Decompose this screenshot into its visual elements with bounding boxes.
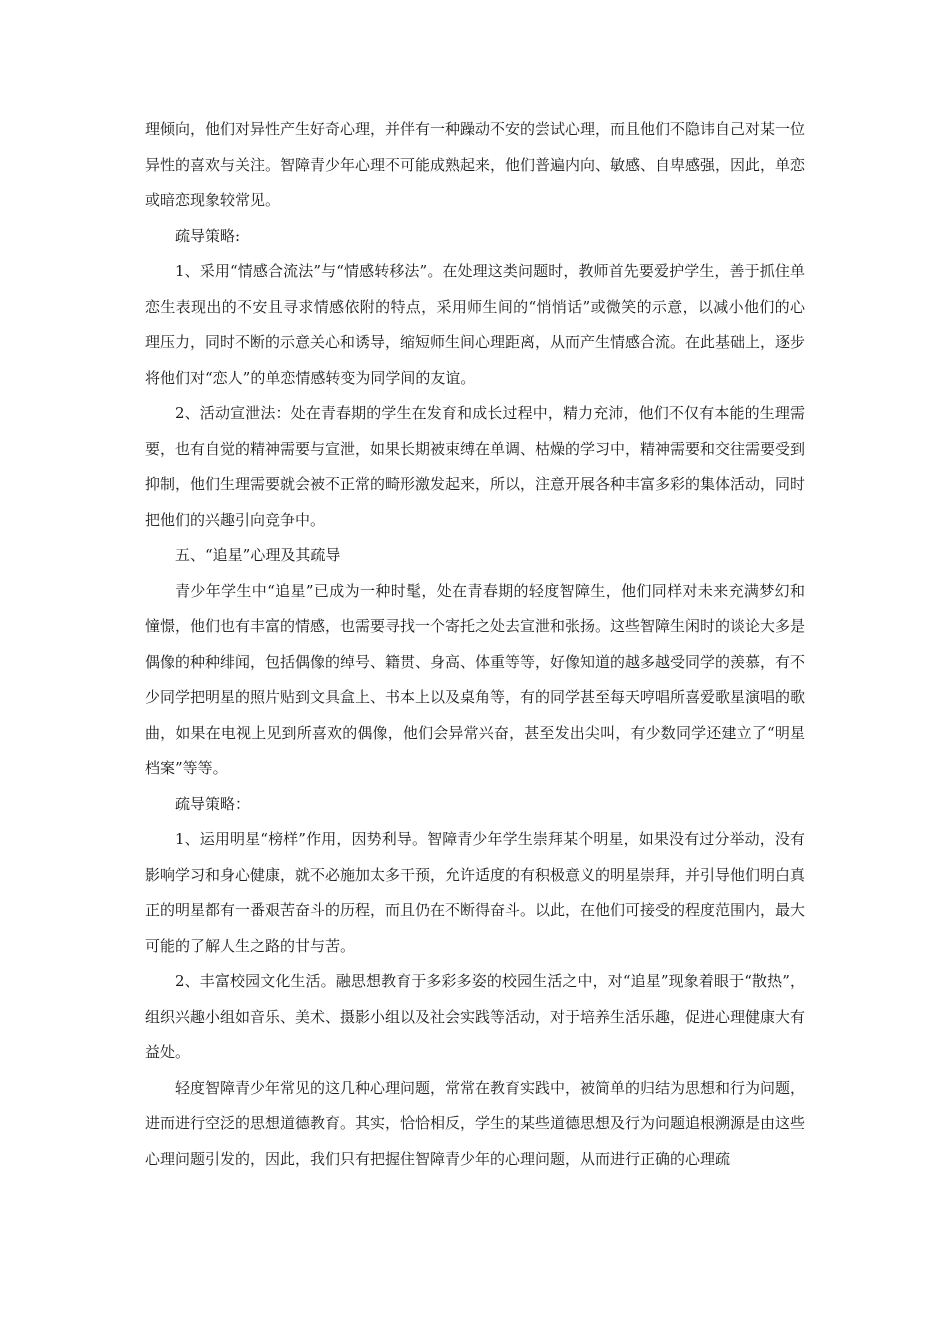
paragraph-strategy-heading-1: 疏导策略: (175, 226, 241, 245)
document-body (145, 112, 805, 1177)
paragraph-strategy-2-2: 2、丰富校园文化生活。融思想教育于多彩多姿的校园生活之中，对“追星”现象着眼于“散热”，组织兴趣小组如音乐、美术、摄影小组以及社会实践等活动，对于培养生活乐趣，促进心理健康大有益处。 (145, 972, 806, 1061)
paragraph-continuation: 理倾向，他们对异性产生好奇心理，并伴有一种躁动不安的尝试心理，而且他们不隐讳自己对某一位异性的喜欢与关注。智障青少年心理不可能成熟起来，他们普遍内向、敏感、自卑感强，因此，单恋或暗恋现象较常见。 (145, 120, 806, 209)
paragraph-star-chasing: 青少年学生中“追星”已成为一种时髦，处在青春期的轻度智障生，他们同样对未来充满梦幻和憧憬，他们也有丰富的情感，也需要寻找一个寄托之处去宣泄和张扬。这些智障生闲时的谈论大多是偶像的种种绯闻，包括偶像的绰号、籍贯、身高、体重等等，好像知道的越多越受同学的羡慕，有不少同学把明星的照片贴到文具盒上、书本上以及桌角等，有的同学甚至每天哼唱所喜爱歌星演唱的歌曲，如果在电视上见到所喜欢的偶像，他们会异常兴奋，甚至发出尖叫，有少数同学还建立了“明星档案”等等。 (145, 581, 806, 777)
paragraph-strategy-2-1: 1、运用明星“榜样”作用，因势利导。智障青少年学生崇拜某个明星，如果没有过分举动，没有影响学习和身心健康，就不必施加太多干预，允许适度的有积极意义的明星崇拜，并引导他们明白真正的明星都有一番艰苦奋斗的历程，而且仍在不断得奋斗。以此，在他们可接受的程度范围内，最大可能的了解人生之路的甘与苦。 (145, 830, 806, 955)
paragraph-strategy-1-1: 1、采用“情感合流法”与“情感转移法”。在处理这类问题时，教师首先要爱护学生，善于抓住单恋生表现出的不安且寻求情感依附的特点，采用师生间的“悄悄话”或微笑的示意，以减小他们的心理压力，同时不断的示意关心和诱导，缩短师生间心理距离，从而产生情感合流。在此基础上，逐步将他们对“恋人”的单恋情感转变为同学间的友谊。 (145, 262, 806, 387)
paragraph-conclusion: 轻度智障青少年常见的这几种心理问题，常常在教育实践中，被简单的归结为思想和行为问题，进而进行空泛的思想道德教育。其实，恰恰相反，学生的某些道德思想及行为问题追根溯源是由这些心理问题引发的，因此，我们只有把握住智障青少年的心理问题，从而进行正确的心理疏 (145, 1078, 806, 1168)
paragraph-strategy-1-2: 2、活动宣泄法：处在青春期的学生在发育和成长过程中，精力充沛，他们不仅有本能的生理需要，也有自觉的精神需要与宣泄，如果长期被束缚在单调、枯燥的学习中，精神需要和交往需要受到抑制，他们生理需要就会被不正常的畸形激发起来，所以，注意开展各种丰富多彩的集体活动，同时把他们的兴趣引向竞争中。 (145, 404, 806, 529)
section-heading-5: 五、“追星”心理及其疏导 (175, 546, 341, 564)
paragraph-strategy-heading-2: 疏导策略： (175, 794, 251, 813)
